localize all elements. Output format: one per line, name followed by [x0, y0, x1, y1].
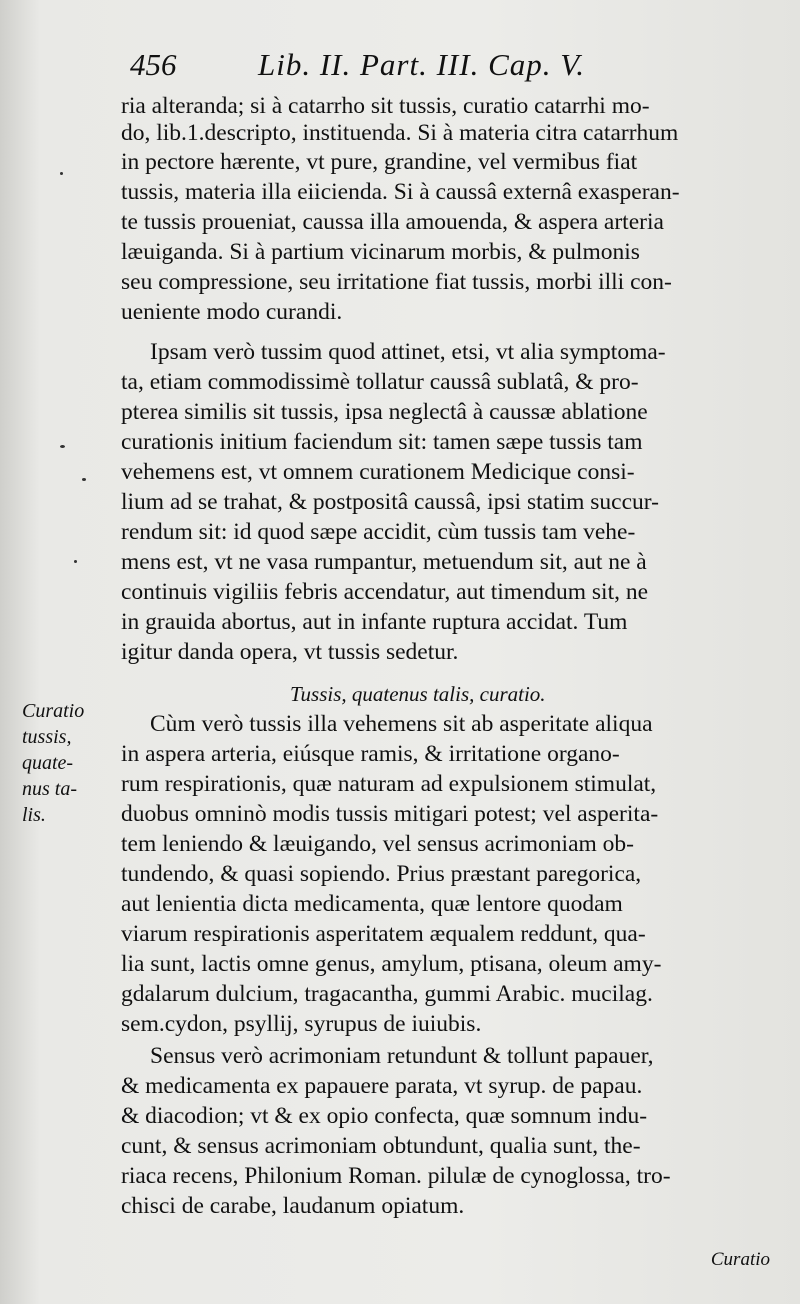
text-line: viarum respirationis asperitatem æqualem reddunt, qua- [121, 921, 646, 947]
text-line: cunt, & sensus acrimoniam obtundunt, qualia sunt, the- [121, 1133, 641, 1159]
page-number: 456 [130, 47, 177, 82]
text-line: lium ad se trahat, & postpositâ caussâ, ipsi statim succur- [121, 489, 659, 515]
text-line: do, lib.1.descripto, instituenda. Si à materia citra catarrhum [121, 120, 679, 146]
section-heading: Tussis, quatenus talis, curatio. [290, 682, 546, 706]
text-line: in pectore hærente, vt pure, grandine, vel vermibus fiat [121, 149, 638, 175]
text-line: in grauida abortus, aut in infante ruptura accidat. Tum [121, 609, 628, 635]
text-line: in aspera arteria, eiúsque ramis, & irritatione organo- [121, 741, 620, 767]
margin-note-line: Curatio [22, 700, 85, 722]
text-line: mens est, vt ne vasa rumpantur, metuendum sit, aut ne à [121, 549, 647, 575]
text-line: tem leniendo & læuigando, vel sensus acrimoniam ob- [121, 831, 634, 857]
text-line: Ipsam verò tussim quod attinet, etsi, vt alia symptoma- [150, 339, 666, 365]
text-line: duobus omninò modis tussis mitigari potest; vel asperita- [121, 801, 659, 827]
text-line: pterea similis sit tussis, ipsa neglectâ à caussæ ablatione [121, 399, 648, 425]
text-line: ueniente modo curandi. [121, 299, 343, 325]
margin-note-line: quate- [22, 752, 74, 774]
text-line: continuis vigiliis febris accendatur, aut timendum sit, ne [121, 579, 649, 605]
margin-note-line: lis. [22, 804, 46, 826]
text-line: tussis, materia illa eiicienda. Si à caussâ externâ exasperan- [121, 179, 680, 205]
text-line: & diacodion; vt & ex opio confecta, quæ somnum indu- [121, 1103, 648, 1129]
margin-note-line: tussis, [22, 726, 72, 748]
text-line: ria alteranda; si à catarrho sit tussis, curatio catarrhi mo- [121, 93, 650, 119]
text-line: gdalarum dulcium, tragacantha, gummi Arabic. mucilag. [121, 981, 653, 1007]
text-line: Sensus verò acrimoniam retundunt & tollunt papauer, [150, 1043, 654, 1069]
catchword: Curatio [710, 1249, 770, 1270]
text-line: te tussis proueniat, caussa illa amouenda, & aspera arteria [121, 209, 664, 235]
text-line: aut lenientia dicta medicamenta, quæ lentore quodam [121, 891, 623, 917]
text-line: vehemens est, vt omnem curationem Medicique consi- [121, 459, 635, 485]
text-line: seu compressione, seu irritatione fiat tussis, morbi illi con- [121, 269, 672, 295]
text-line: curationis initium faciendum sit: tamen sæpe tussis tam [121, 429, 643, 455]
text-line: igitur danda opera, vt tussis sedetur. [121, 639, 459, 665]
text-line: rendum sit: id quod sæpe accidit, cùm tussis tam vehe- [121, 519, 636, 545]
text-line: rum respirationis, quæ naturam ad expulsionem stimulat, [121, 771, 657, 797]
text-line: chisci de carabe, laudanum opiatum. [121, 1193, 465, 1219]
running-title: Lib. II. Part. III. Cap. V. [258, 47, 585, 82]
margin-note-line: nus ta- [22, 778, 77, 800]
text-line: & medicamenta ex papauere parata, vt syrup. de papau. [121, 1073, 643, 1099]
text-line: læuiganda. Si à partium vicinarum morbis, & pulmonis [121, 239, 640, 265]
text-line: tundendo, & quasi sopiendo. Prius præstant paregorica, [121, 861, 642, 887]
text-line: sem.cydon, psyllij, syrupus de iuiubis. [121, 1011, 482, 1037]
text-line: Cùm verò tussis illa vehemens sit ab asperitate aliqua [150, 711, 653, 737]
margin-note [22, 698, 117, 828]
text-line: riaca recens, Philonium Roman. pilulæ de cynoglossa, tro- [121, 1163, 671, 1189]
running-header [130, 44, 770, 86]
text-line: lia sunt, lactis omne genus, amylum, ptisana, oleum amy- [121, 951, 662, 977]
text-line: ta, etiam commodissimè tollatur caussâ sublatâ, & pro- [121, 369, 639, 395]
